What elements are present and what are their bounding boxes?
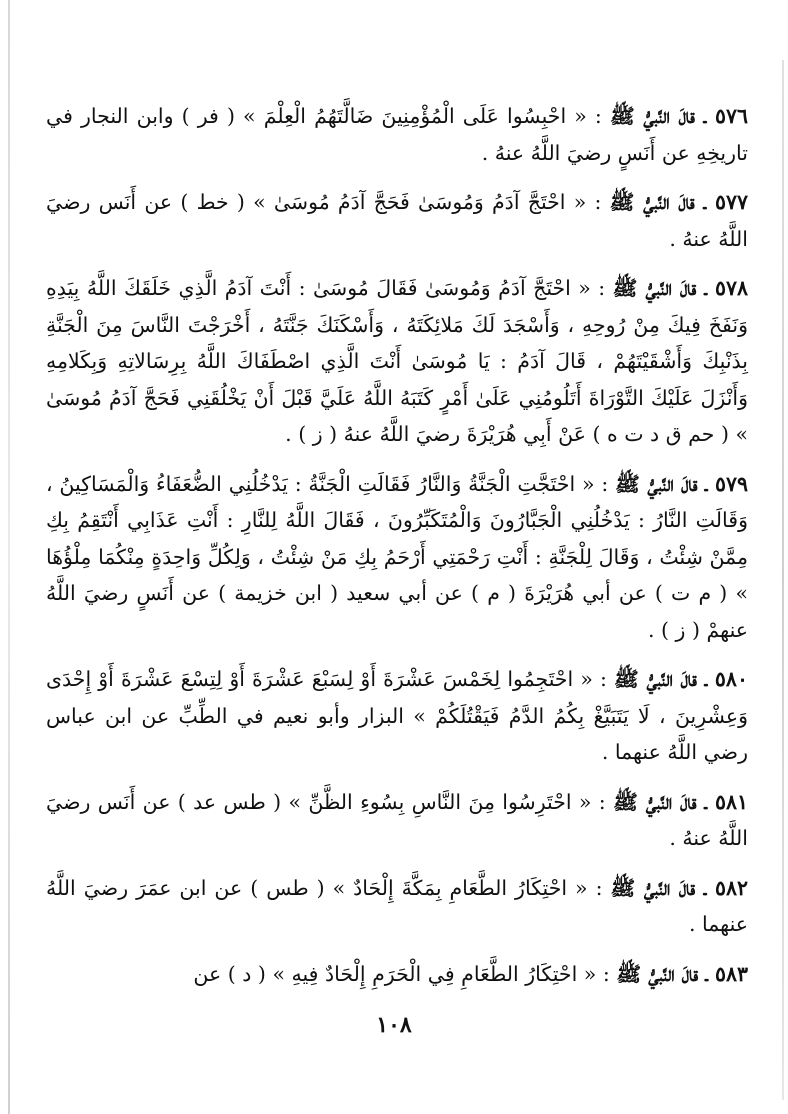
hadith-text: : « احْتَجَّتِ الْجَنَّةُ وَالنَّارُ فَقَالَتِ الْجَنَّةُ : يَدْخُلُنِي الضُّعَفَاءُ وَالْمَسَاكِينُ ، وَقَالَتِ النَّارُ : يَدْخُلُنِي الْجَبَّارُونَ وَالْمُتَكَبِّرُونَ ، فَقَالَ اللَّهُ لِلنَّارِ : أَنْتِ عَذَابِي أَنْتَقِمُ بِكِ مِمَّنْ شِئْتُ ، وَقَالَ لِلْجَنَّةِ : أَنْتِ رَحْمَتِي أَرْحَمُ بِكِ مَنْ شِئْتُ ، وَلِكُلِّ وَاحِدَةٍ مِنْكُمَا مِلْؤُهَا » ( م ت ) عن أبي هُرَيْرَةَ ( م ) عن أبي سعيد ( ابن خزيمة ) عن أَنَسٍ رضيَ اللَّهُ عنهمْ ( ز ) . [46, 471, 748, 642]
hadith-577 [46, 184, 748, 257]
hadith-heading: ٥٨١ ـ قالَ النَّبيُّ ﷺ [613, 789, 748, 814]
hadith-heading: ٥٧٩ ـ قالَ النَّبيُّ ﷺ [615, 471, 748, 496]
hadith-heading: ٥٨٣ ـ قالَ النَّبيُّ ﷺ [616, 961, 748, 986]
hadith-text: : « احْتَجِمُوا لِخَمْسَ عَشْرَةَ أَوْ لِسَبْعَ عَشْرَةَ أَوْ لِتِسْعَ عَشْرَةَ أَوْ إِحْدَى وَعِشْرِينَ ، لَا يَتَبَيَّغْ بِكُمُ الدَّمُ فَيَقْتُلَكُمْ » البزار وأبو نعيم في الطِّبِّ عن ابن عباس رضي اللَّهُ عنهما . [46, 667, 748, 764]
page-body [46, 98, 748, 998]
hadith-text: : « احْبِسُوا عَلَى الْمُؤْمِنِينَ ضَالَّتَهُمُ الْعِلْمَ » ( فر ) وابن النجار في تاريخِهِ عن أَنَسٍ رضيَ اللَّهُ عنهُ . [46, 104, 748, 165]
hadith-576 [46, 98, 748, 171]
hadith-heading: ٥٧٦ ـ قالَ النَّبيُّ ﷺ [609, 104, 748, 128]
scan-edge-right [782, 60, 784, 1100]
hadith-heading: ٥٨٠ ـ قالَ النَّبيُّ ﷺ [613, 667, 748, 691]
hadith-580 [46, 661, 748, 771]
hadith-text: : « احْتِكَارُ الطَّعَامِ فِي الْحَرَمِ إِلْحَادٌ فِيهِ » ( د ) عن [193, 961, 610, 986]
hadith-text: : « احْتِكَارُ الطَّعَامِ بِمَكَّةَ إِلْحَادٌ » ( طس ) عن ابن عمَرَ رضيَ اللَّهُ عنهما . [46, 875, 748, 936]
hadith-text: : « احْتَرِسُوا مِنَ النَّاسِ بِسُوءِ الظَّنِّ » ( طس عد ) عن أَنَس رضيَ اللَّهُ عنهُ . [46, 789, 748, 850]
hadith-583 [46, 956, 748, 993]
hadith-heading: ٥٧٨ ـ قالَ النَّبيُّ ﷺ [612, 276, 748, 300]
hadith-heading: ٥٨٢ ـ قالَ النَّبيُّ ﷺ [610, 875, 748, 900]
hadith-heading: ٥٧٧ ـ قالَ النَّبيُّ ﷺ [609, 190, 748, 214]
hadith-text: : « احْتَجَّ آدَمُ وَمُوسَىٰ فَحَجَّ آدَمُ مُوسَىٰ » ( خط ) عن أَنَس رضيَ اللَّهُ عنهُ . [46, 190, 748, 251]
hadith-579 [46, 466, 748, 649]
hadith-text: : « احْتَجَّ آدَمُ وَمُوسَىٰ فَقَالَ مُوسَىٰ : أَنْتَ آدَمُ الَّذِي خَلَقَكَ اللَّهُ بِيَدِهِ وَنَفَخَ فِيكَ مِنْ رُوحِهِ ، وَأَسْجَدَ لَكَ مَلائِكَتَهُ ، وَأَسْكَنَكَ جَنَّتَهُ ، أَخْرَجْتَ النَّاسَ مِنَ الْجَنَّةِ بِذَنْبِكَ وَأَشْقَيْتَهُمْ ، قَالَ آدَمُ : يَا مُوسَىٰ أَنْتَ الَّذِي اصْطَفَاكَ اللَّهُ بِرِسَالاتِهِ وَبِكَلامِهِ وَأَنْزَلَ عَلَيْكَ التَّوْرَاةَ أَتَلُومُنِي عَلَىٰ أَمْرٍ كَتَبَهُ اللَّهُ عَلَيَّ قَبْلَ أَنْ يَخْلُقَنِي فَحَجَّ آدَمُ مُوسَىٰ » ( حم ق د ت ه ) عَنْ أَبِي هُرَيْرَةَ رضيَ اللَّهُ عنهُ ( ز ) . [46, 276, 748, 446]
hadith-578 [46, 270, 748, 453]
hadith-581 [46, 784, 748, 857]
page-number: ١٠٨ [376, 1012, 412, 1038]
hadith-582 [46, 870, 748, 943]
scan-edge-left [8, 0, 10, 1114]
